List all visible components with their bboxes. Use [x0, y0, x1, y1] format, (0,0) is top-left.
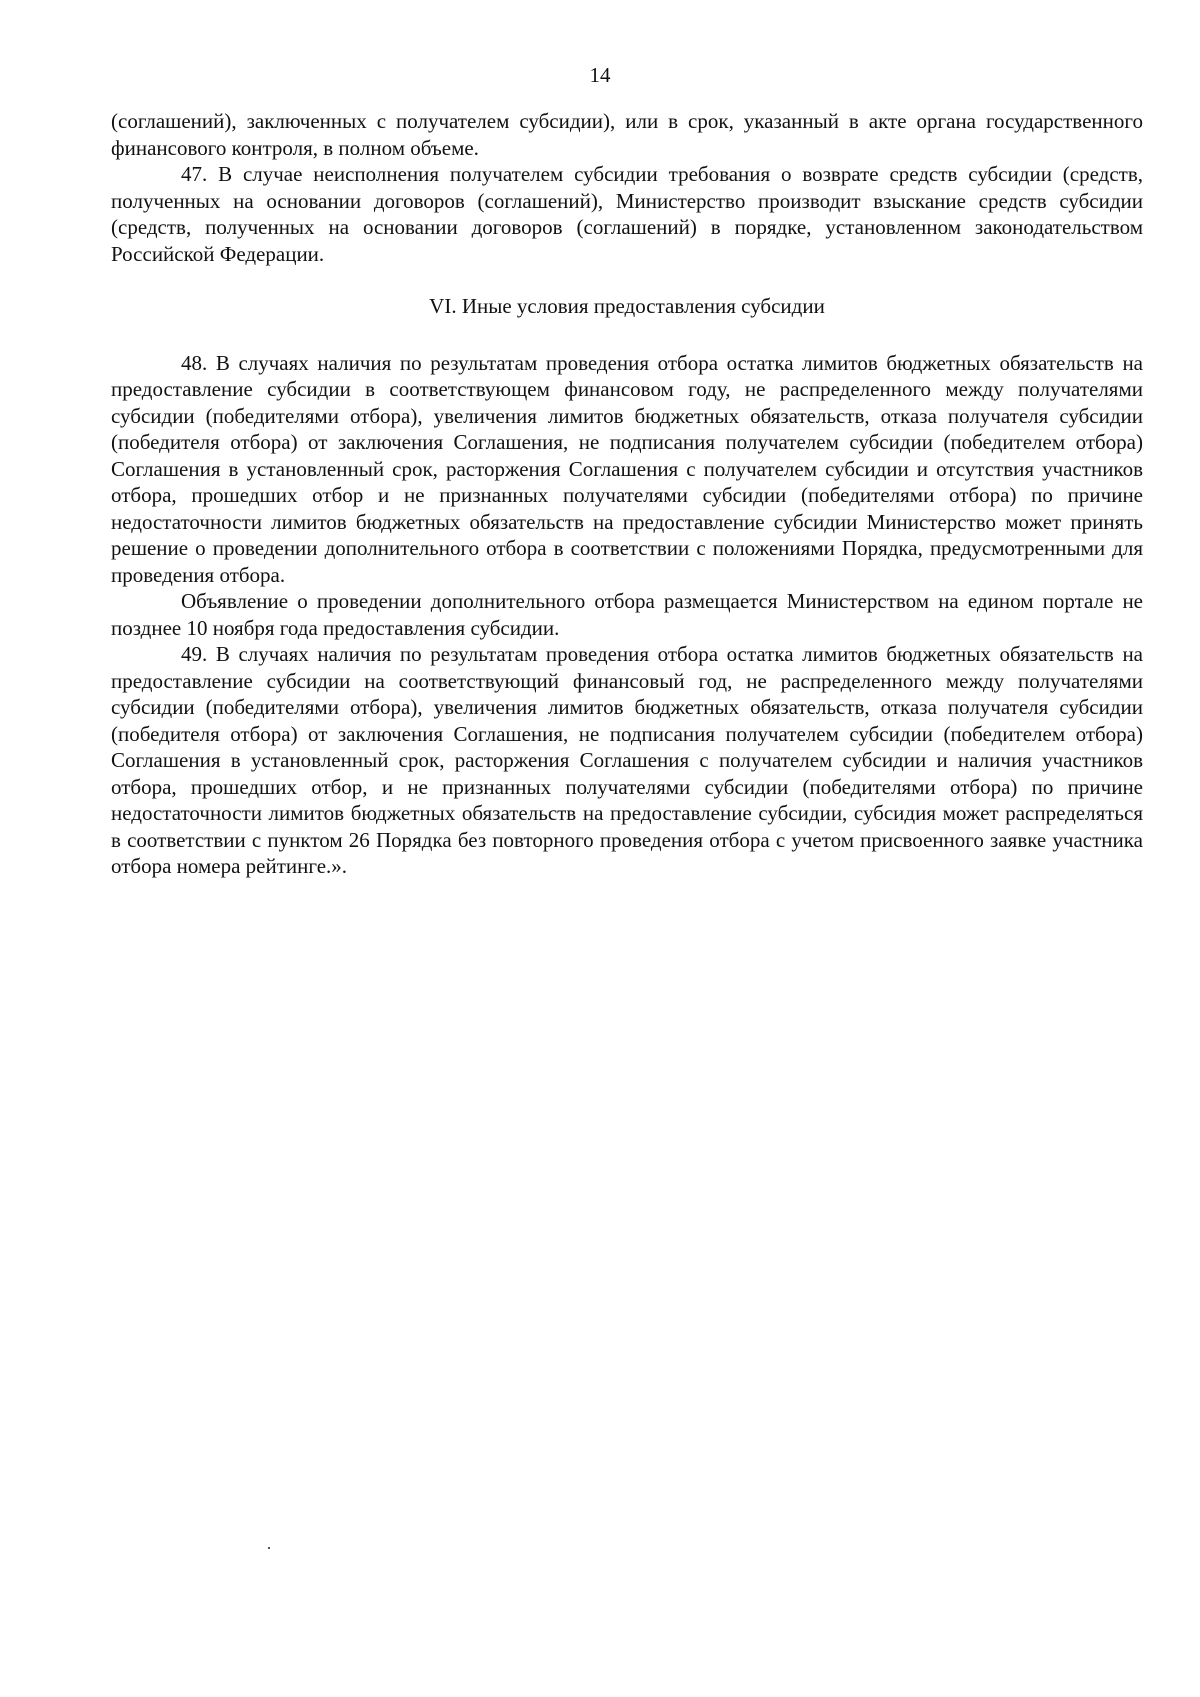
paragraph-48-announcement: Объявление о проведении дополнительного отбора размещается Министерством на едином портале не позднее 10 ноября года предоставления субсидии. — [111, 589, 1143, 640]
paragraph-47: 47. В случае неисполнения получателем субсидии требования о возврате средств субсидии (средств, полученных на основании договоров (соглашений), Министерство производит взыскание средств субсидии (средств, полученных на основании договоров (соглашений) в порядке, установленном законодательством Российской Федерации. — [111, 162, 1143, 266]
paragraph-49: 49. В случаях наличия по результатам проведения отбора остатка лимитов бюджетных обязательств на предоставление субсидии на соответствующий финансовый год, не распределенного между получателями субсидии (победителями отбора), увеличения лимитов бюджетных обязательств, отказа получателя субсидии (победителя отбора) от заключения Соглашения, не подписания получателем субсидии (победителем отбора) Соглашения в установленный срок, расторжения Соглашения с получателем субсидии и наличия участников отбора, прошедших отбор, и не признанных получателями субсидии (победителями отбора) по причине недостаточности лимитов бюджетных обязательств на предоставление субсидии, субсидия может распределяться в соответствии с пунктом 26 Порядка без повторного проведения отбора с учетом присвоенного заявке участника отбора номера рейтинге.». — [111, 642, 1143, 878]
section-heading: VI. Иные условия предоставления субсидии — [429, 294, 825, 318]
scan-dot — [268, 1547, 270, 1549]
page-number: 14 — [589, 63, 611, 87]
document-body — [111, 108, 1143, 880]
paragraph-48: 48. В случаях наличия по результатам проведения отбора остатка лимитов бюджетных обязательств на предоставление субсидии в соответствующем финансовом году, не распределенного между получателями субсидии (победителями отбора), увеличения лимитов бюджетных обязательств, отказа получателя субсидии (победителя отбора) от заключения Соглашения, не подписания получателем субсидии (победителем отбора) Соглашения в установленный срок, расторжения Соглашения с получателем субсидии и отсутствия участников отбора, прошедших отбор и не признанных получателями субсидии (победителями отбора) по причине недостаточности лимитов бюджетных обязательств на предоставление субсидии Министерство может принять решение о проведении дополнительного отбора в соответствии с положениями Порядка, предусмотренными для проведения отбора. — [111, 350, 1143, 587]
paragraph-continuation: (соглашений), заключенных с получателем субсидии), или в срок, указанный в акте органа государственного финансового контроля, в полном объеме. — [111, 109, 1143, 160]
